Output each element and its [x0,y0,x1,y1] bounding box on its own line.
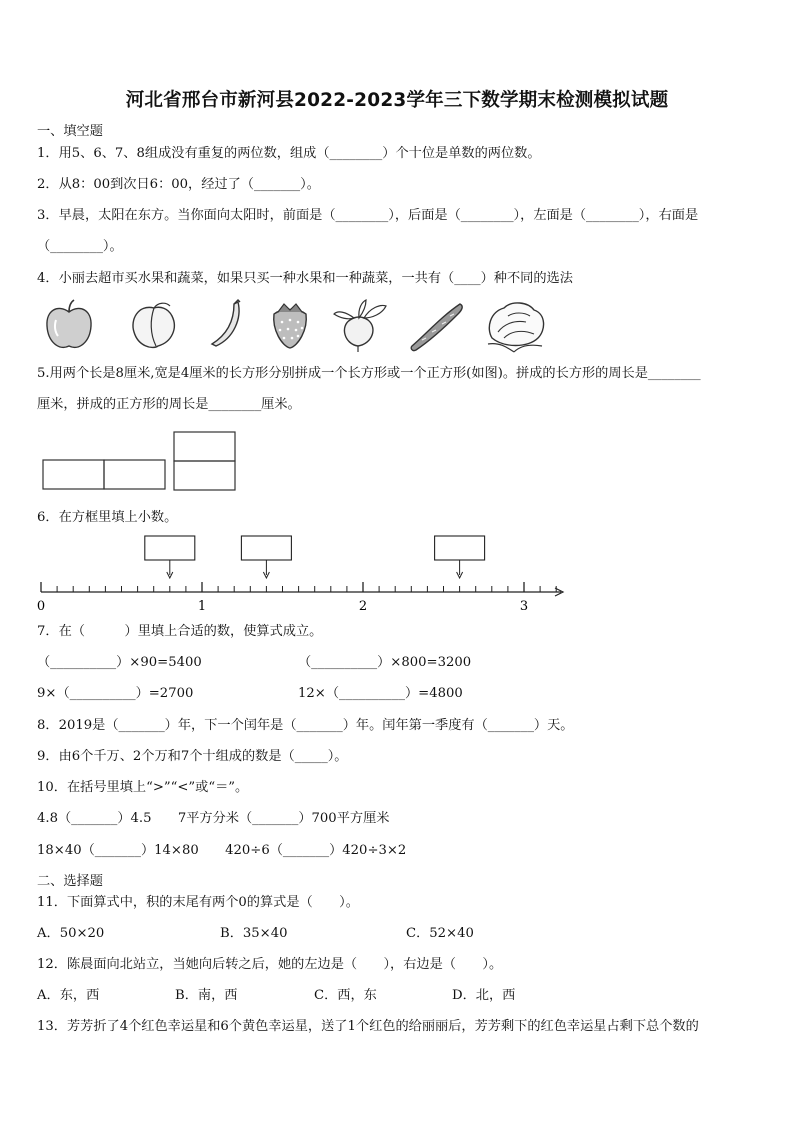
question-12: 12．陈晨面向北站立，当她向后转之后，她的左边是（ ），右边是（ ）。 [37,957,503,972]
number-line-label-2: 2 [358,599,368,614]
banana-icon [208,298,248,352]
question-10-b: 18×40（_______）14×80 420÷6（_______）420÷3×2 [37,843,407,858]
number-line-answer-box[interactable] [145,536,195,560]
question-13: 13．芳芳折了4个红色幸运星和6个黄色幸运星，送了1个红色的给丽丽后，芳芳剩下的红色幸运星占剩下总个数的 [37,1019,699,1034]
apple-icon [44,298,94,352]
cabbage-icon [484,298,548,354]
question-5-line-1: 5.用两个长是8厘米,宽是4厘米的长方形分别拼成一个长方形或一个正方形(如图)。拼成的长方形的周长是________ [37,366,701,381]
question-12-option-a: A．东，西 [37,988,100,1003]
radish-icon [332,298,388,354]
question-4: 4．小丽去超市买水果和蔬菜，如果只买一种水果和一种蔬菜，一共有（____）种不同的选法 [37,271,573,286]
question-12-option-d: D．北，西 [452,988,516,1003]
question-12-option-b: B．南，西 [175,988,238,1003]
square-top [174,432,235,461]
section-fill-in: 一、填空题 [37,124,103,139]
number-line-answer-box[interactable] [435,536,485,560]
question-10-a: 4.8（_______）4.5 7平方分米（_______）700平方厘米 [37,811,390,826]
page-title: 河北省邢台市新河县2022-2023学年三下数学期末检测模拟试题 [125,90,669,111]
question-8: 8．2019是（_______）年，下一个闰年是（_______）年。闰年第一季度有（_______）天。 [37,718,574,733]
question-7-a: （__________）×90=5400 [37,655,202,670]
peach-icon [128,298,180,352]
section-choice: 二、选择题 [37,874,103,889]
rect-left [43,460,104,489]
question-11-option-a: A．50×20 [37,926,105,941]
question-2: 2．从8：00到次日6：00，经过了（_______）。 [37,177,320,192]
question-11-option-c: C．52×40 [406,926,474,941]
question-7-d: 12×（__________）=4800 [298,686,463,701]
question-7-b: （__________）×800=3200 [298,655,472,670]
number-line-answer-box[interactable] [241,536,291,560]
question-5-line-2: 厘米，拼成的正方形的周长是________厘米。 [37,397,301,412]
rectangles-figure [40,428,240,492]
question-12-option-c: C．西，东 [314,988,377,1003]
number-line-label-0: 0 [36,599,46,614]
question-11: 11．下面算式中，积的末尾有两个0的算式是（ ）。 [37,895,359,910]
question-7-c: 9×（__________）=2700 [37,686,194,701]
question-11-option-b: B．35×40 [220,926,288,941]
question-9: 9．由6个千万、2个万和7个十组成的数是（_____）。 [37,749,348,764]
question-3-line-2: （________）。 [37,239,123,254]
rect-right [104,460,165,489]
question-1: 1．用5、6、7、8组成没有重复的两位数，组成（________）个十位是单数的两位数。 [37,146,541,161]
question-3-line-1: 3．早晨，太阳在东方。当你面向太阳时，前面是（________），后面是（________），左面是（________），右面是 [37,208,699,223]
number-line [30,532,570,614]
question-10: 10．在括号里填上“>”“<”或“＝”。 [37,780,249,795]
question-6: 6．在方框里填上小数。 [37,510,178,525]
strawberry-icon [268,298,312,352]
number-line-label-1: 1 [197,599,207,614]
produce-icons [40,298,560,358]
number-line-label-3: 3 [519,599,529,614]
square-bottom [174,461,235,490]
question-7: 7．在（ ）里填上合适的数，使算式成立。 [37,624,323,639]
cucumber-icon [406,298,466,352]
